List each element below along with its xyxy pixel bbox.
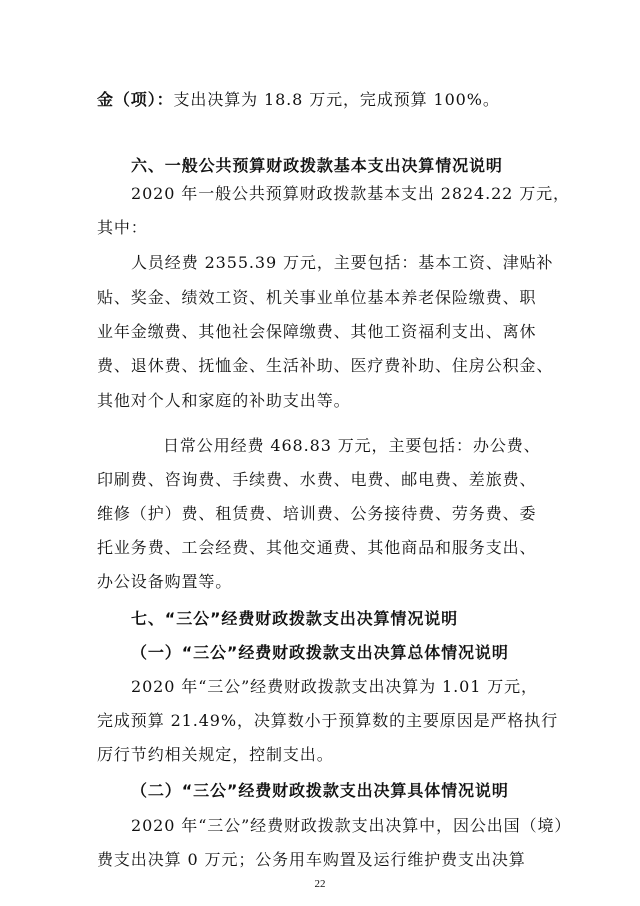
paragraph-line: 人员经费 2355.39 万元，主要包括：基本工资、津贴补 — [131, 253, 554, 272]
paragraph-line: 费支出决算 0 万元；公务用车购置及运行维护费支出决算 — [97, 850, 526, 869]
paragraph-line: 2020 年一般公共预算财政拨款基本支出 2824.22 万元， — [131, 184, 570, 203]
paragraph-line — [97, 90, 547, 110]
paragraph-line: 办公设备购置等。 — [97, 572, 233, 591]
paragraph-line: 日常公用经费 468.83 万元，主要包括：办公费、 — [163, 436, 541, 455]
section-heading-7: 七、“三公”经费财政拨款支出决算情况说明 — [131, 609, 459, 628]
paragraph-line: 厉行节约相关规定，控制支出。 — [97, 745, 334, 764]
subsection-heading-7-1: （一）“三公”经费财政拨款支出决算总体情况说明 — [131, 643, 509, 662]
paragraph-line: 完成预算 21.49%，决算数小于预算数的主要原因是严格执行 — [97, 711, 559, 730]
paragraph-line: 业年金缴费、其他社会保障缴费、其他工资福利支出、离休 — [97, 322, 537, 341]
paragraph-line: 2020 年“三公”经费财政拨款支出决算中，因公出国（境） — [131, 816, 572, 835]
paragraph-line: 贴、奖金、绩效工资、机关事业单位基本养老保险缴费、职 — [97, 288, 537, 307]
item-label: 金（项）： — [97, 90, 174, 109]
paragraph-line: 维修（护）费、租赁费、培训费、公务接待费、劳务费、委 — [97, 504, 537, 523]
subsection-heading-7-2: （二）“三公”经费财政拨款支出决算具体情况说明 — [131, 781, 509, 800]
section-heading-6: 六、一般公共预算财政拨款基本支出决算情况说明 — [131, 156, 503, 175]
paragraph-line: 2020 年“三公”经费财政拨款支出决算为 1.01 万元， — [131, 677, 538, 696]
paragraph-line: 印刷费、咨询费、手续费、水费、电费、邮电费、差旅费、 — [97, 470, 537, 489]
paragraph-line: 费、退休费、抚恤金、生活补助、医疗费补助、住房公积金、 — [97, 356, 554, 375]
paragraph-line: 其他对个人和家庭的补助支出等。 — [97, 391, 351, 410]
paragraph-line: 托业务费、工会经费、其他交通费、其他商品和服务支出、 — [97, 538, 537, 557]
page-number: 22 — [314, 878, 326, 890]
paragraph-line: 其中： — [97, 218, 148, 237]
item-text: 支出决算为 18.8 万元，完成预算 100%。 — [173, 90, 500, 109]
